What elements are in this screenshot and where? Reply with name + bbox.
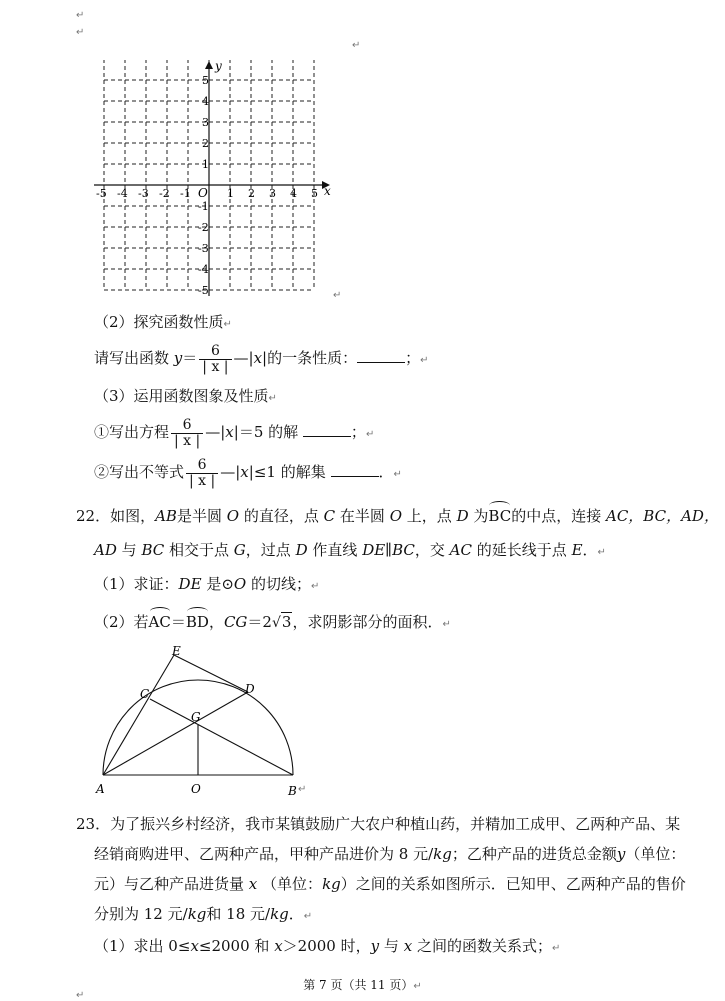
line-ae [103, 655, 174, 775]
paragraph-mark: ↵ [76, 27, 85, 38]
chord-ad [103, 692, 248, 775]
x-tick-label: 4 [290, 187, 297, 200]
q22-part1: （1）求证：DE 是⊙O 的切线；↵ [94, 575, 320, 593]
label-e: E [172, 645, 181, 658]
y-tick-label: 1 [202, 158, 209, 171]
paragraph-mark: ↵ [76, 10, 85, 21]
answer-blank [357, 348, 405, 363]
q23-stem-line4: 分别为 12 元/kg和 18 元/kg．↵ [94, 905, 313, 923]
q22-stem-line1: 22．如图，AB是半圆 O 的直径，点 C 在半圆 O 上，点 D 为BC的中点，连接 AC，BC，AD， [76, 507, 719, 525]
x-tick-label: -1 [180, 187, 191, 200]
answer-blank [303, 422, 351, 437]
q21-item2: ②写出不等式 $\frac{6}{| x |}$ —|x|≤1 的解集 ．↵ [94, 456, 402, 489]
semicircle-figure [90, 645, 320, 800]
coordinate-grid [90, 60, 340, 300]
x-axis-label: x [324, 184, 331, 198]
x-tick-label: -4 [117, 187, 128, 200]
y-tick-label: 5 [202, 74, 209, 87]
y-tick-label: -4 [198, 263, 209, 276]
y-tick-label: 3 [202, 116, 209, 129]
x-tick-label: 1 [227, 187, 234, 200]
x-tick-label: -3 [138, 187, 149, 200]
q21-part3-title: （3）运用函数图象及性质↵ [94, 387, 277, 405]
x-tick-label: 5 [311, 187, 318, 200]
label-o: O [191, 782, 201, 796]
x-tick-label: 2 [248, 187, 255, 200]
y-tick-label: -3 [198, 242, 209, 255]
chord-cb [150, 699, 293, 775]
x-tick-label: -2 [159, 187, 170, 200]
paragraph-mark: ↵ [352, 40, 361, 51]
x-tick-label: -5 [96, 187, 107, 200]
label-c: C [140, 687, 150, 701]
fraction-6-over-abs-x: $\frac{6}{| x |}$ [199, 344, 231, 375]
q23-stem-line2: 经销商购进甲、乙两种产品，甲种产品进价为 8 元/kg；乙种产品的进货总金额y（单位： [94, 845, 686, 863]
q21-item1: ①写出方程 $\frac{6}{| x |}$ —|x|＝5 的解 ；↵ [94, 416, 375, 449]
q21-part2-title: （2）探究函数性质↵ [94, 313, 232, 331]
label-b: B [288, 784, 297, 798]
label-a: A [96, 782, 105, 796]
y-tick-label: -2 [198, 221, 209, 234]
q21-part2-line: 请写出函数 y＝ $\frac{6}{| x |}$ —|x|的一条性质： ；↵ [94, 342, 429, 375]
y-axis-arrow [205, 61, 213, 69]
y-axis-label: y [215, 60, 222, 73]
tangent-de [174, 655, 248, 692]
y-tick-label: -1 [198, 200, 209, 213]
page-footer: 第 7 页（共 11 页）↵ [303, 978, 422, 992]
label-d: D [245, 682, 255, 696]
origin-label: O [198, 186, 208, 200]
paragraph-mark: ↵ [333, 290, 342, 301]
q23-stem-line1: 23．为了振兴乡村经济，我市某镇鼓励广大农户种植山药，并精加工成甲、乙两种产品、某 [76, 815, 681, 833]
q23-part1: （1）求出 0≤x≤2000 和 x＞2000 时，y 与 x 之间的函数关系式；↵ [94, 937, 561, 955]
label-g: G [191, 710, 201, 724]
arc-bc: BC [488, 507, 512, 525]
arc-ac: AC [148, 613, 171, 631]
q23-stem-line3: 元）与乙种产品进货量 x （单位：kg）之间的关系如图所示．已知甲、乙两种产品的售价 [94, 875, 686, 893]
q22-stem-line2: AD 与 BC 相交于点 G，过点 D 作直线 DE∥BC，交 AC 的延长线于点 E．↵ [94, 541, 606, 559]
y-tick-label: -5 [198, 284, 209, 297]
paragraph-mark: ↵ [298, 784, 307, 795]
y-tick-label: 4 [202, 95, 209, 108]
q22-part2: （2）若AC＝BD，CG＝2√3，求阴影部分的面积．↵ [94, 613, 451, 631]
x-tick-label: 3 [269, 187, 276, 200]
paragraph-mark: ↵ [76, 990, 85, 1001]
answer-blank [331, 462, 379, 477]
y-tick-label: 2 [202, 137, 209, 150]
arc-bd: BD [185, 613, 209, 631]
